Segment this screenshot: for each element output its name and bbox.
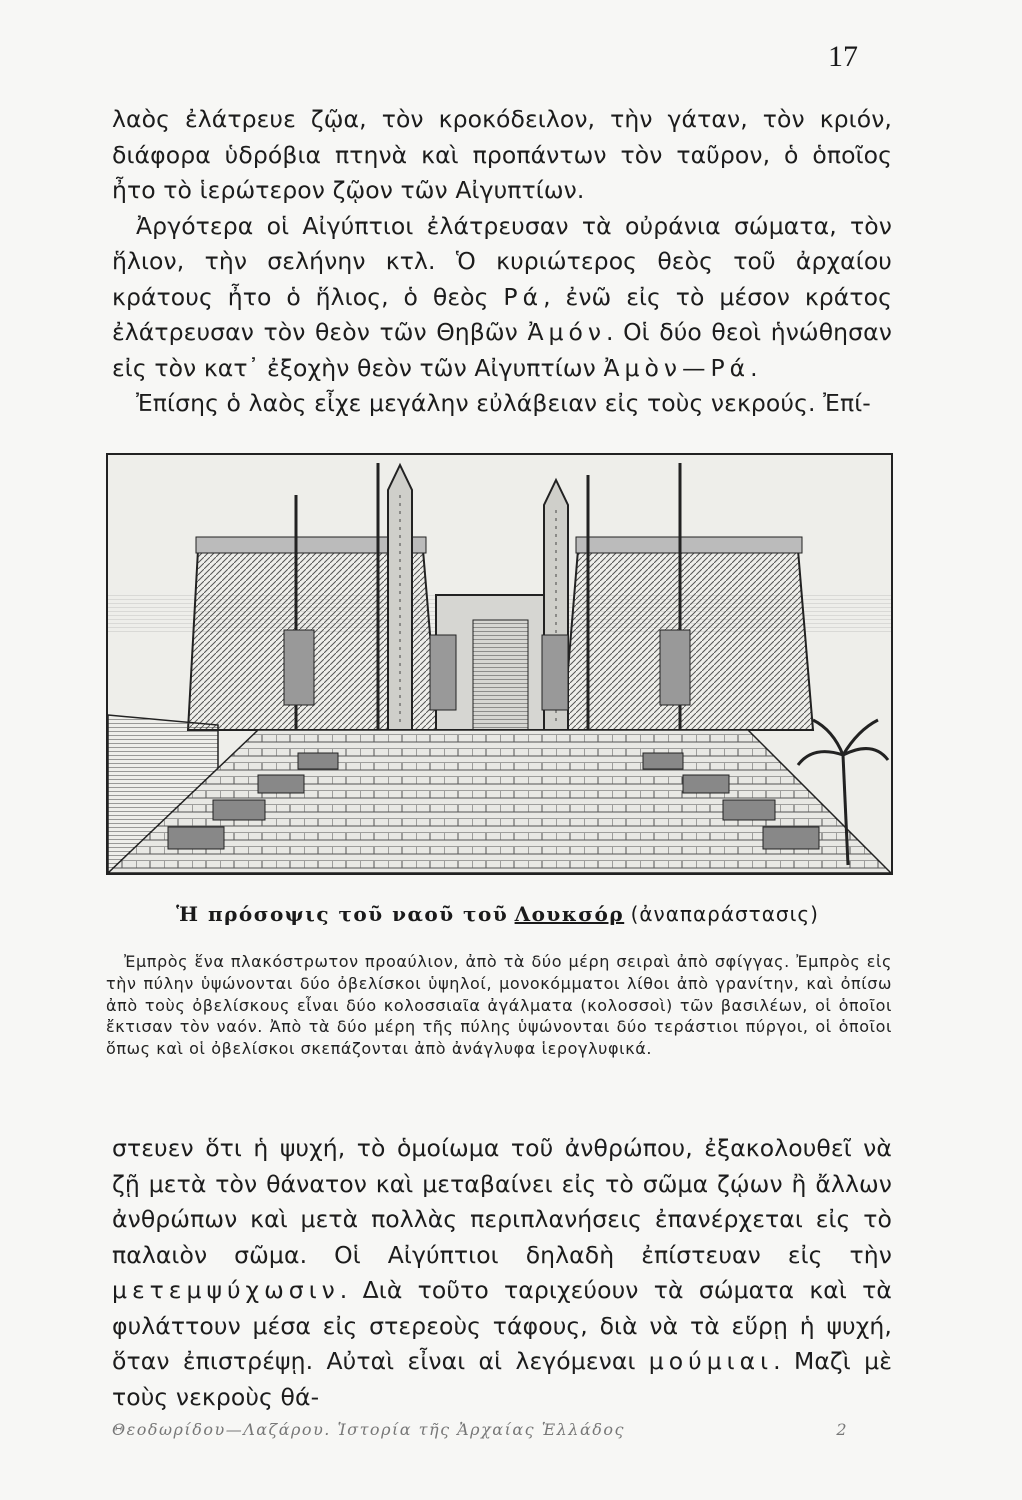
- paragraph-4: [112, 1131, 892, 1415]
- body-text-bottom: [112, 1131, 892, 1415]
- page-footer: [112, 1420, 848, 1439]
- paragraph-2: [112, 209, 892, 387]
- page-number: 17: [828, 40, 858, 73]
- paragraph-2-part-c: . Οἱ δύο θεοὶ ἡνώθησαν εἰς τὸν κατ᾽ ἐξοχὴν θεὸν τῶν Αἰγυπτίων: [112, 318, 892, 382]
- paragraph-4-part-a: στευεν ὅτι ἡ ψυχή, τὸ ὁμοίωμα τοῦ ἀνθρώπου, ἐξακολουθεῖ νὰ ζῇ μετὰ τὸν θάνατον καὶ μεταβαίνει εἰς τὸ σῶμα ζῴων ἢ ἄλλων ἀνθρώπων καὶ μετὰ πολλὰς περιπλανήσεις ἐπανέρχεται εἰς τὸ παλαιὸν σῶμα. Οἱ Αἰγύπτιοι δηλαδὴ ἐπίστευαν εἰς τὴν: [112, 1134, 892, 1269]
- paragraph-4-part-b: . Διὰ τοῦτο ταριχεύουν τὰ σώματα καὶ τὰ φυλάττουν μέσα εἰς στερεοὺς τάφους, διὰ νὰ τὰ εὕρῃ ἡ ψυχή, ὅταν ἐπιστρέψῃ. Αὐταὶ εἶναι αἱ λεγόμεναι: [112, 1276, 892, 1375]
- figure-caption-text: [106, 951, 892, 1060]
- god-amon-ra: Ἀμὸν—Ρά: [603, 353, 751, 382]
- luxor-temple-illustration: [106, 453, 893, 875]
- paragraph-2-part-d: .: [750, 353, 758, 382]
- footer-book-title: Θεοδωρίδου—Λαζάρου. Ἱστορία τῆς Ἀρχαίας Ἑλλάδος: [112, 1420, 625, 1439]
- caption-title-luxor: Λουκσόρ: [514, 902, 625, 926]
- paragraph-4-part-c: . Μαζὶ μὲ τοὺς νεκροὺς θά-: [112, 1347, 892, 1411]
- term-metempsychosis: μετεμψύχωσιν: [112, 1276, 340, 1304]
- figure-caption-title: [106, 902, 889, 926]
- caption-title-bold: Ἡ πρόσοψις τοῦ ναοῦ τοῦ: [176, 902, 509, 926]
- god-amon: Ἀμόν: [527, 318, 606, 346]
- paragraph-2-part-b: , ἐνῶ εἰς τὸ μέσον κράτος ἐλάτρευσαν τὸν θεὸν τῶν Θηβῶν: [112, 282, 892, 346]
- temple-engraving: [108, 455, 891, 873]
- caption-title-note: (ἀναπαράστασις): [630, 902, 819, 926]
- paragraph-1: λαὸς ἐλάτρευε ζῷα, τὸν κροκόδειλον, τὴν γάταν, τὸν κριόν, διάφορα ὑδρόβια πτηνὰ καὶ προπάντων τὸν ταῦρον, ὁ ὁποῖος ἦτο τὸ ἱερώτερον ζῷον τῶν Αἰγυπτίων.: [112, 105, 892, 204]
- term-mummies: μούμιαι: [648, 1347, 774, 1375]
- body-text-top: [112, 102, 892, 422]
- paragraph-2-part-a: Ἀργότερα οἱ Αἰγύπτιοι ἐλάτρευσαν τὰ οὐράνια σώματα, τὸν ἥλιον, τὴν σελήνην κτλ. Ὁ κυριώτερος θεὸς τοῦ ἀρχαίου κράτους ἦτο ὁ ἥλιος, ὁ θεὸς: [112, 211, 892, 311]
- footer-signature-mark: 2: [836, 1420, 848, 1439]
- paragraph-3: Ἐπίσης ὁ λαὸς εἶχε μεγάλην εὐλάβειαν εἰς τοὺς νεκρούς. Ἐπί-: [136, 389, 871, 417]
- caption-paragraph: Ἐμπρὸς ἕνα πλακόστρωτον προαύλιον, ἀπὸ τὰ δύο μέρη σειραὶ ἀπὸ σφίγγας. Ἐμπρὸς εἰς τὴν πύλην ὑψώνονται δύο ὀβελίσκοι ὑψηλοί, μονοκόμματοι λίθοι ἀπὸ γρανίτην, καὶ ὀπίσω ἀπὸ τοὺς ὀβελίσκους εἶναι δύο κολοσσιαῖα ἀγάλματα (κολοσσοὶ) τῶν βασιλέων, οἱ ὁποῖοι ἔκτισαν τὸν ναόν. Ἀπὸ τὰ δύο μέρη τῆς πύλης ὑψώνονται δύο τεράστιοι πύργοι, οἱ ὁποῖοι ὅπως καὶ οἱ ὀβελίσκοι σκεπάζονται ἀπὸ ἀνάγλυφα ἱερογλυφικά.: [106, 952, 892, 1059]
- god-ra: Ρά: [503, 282, 544, 311]
